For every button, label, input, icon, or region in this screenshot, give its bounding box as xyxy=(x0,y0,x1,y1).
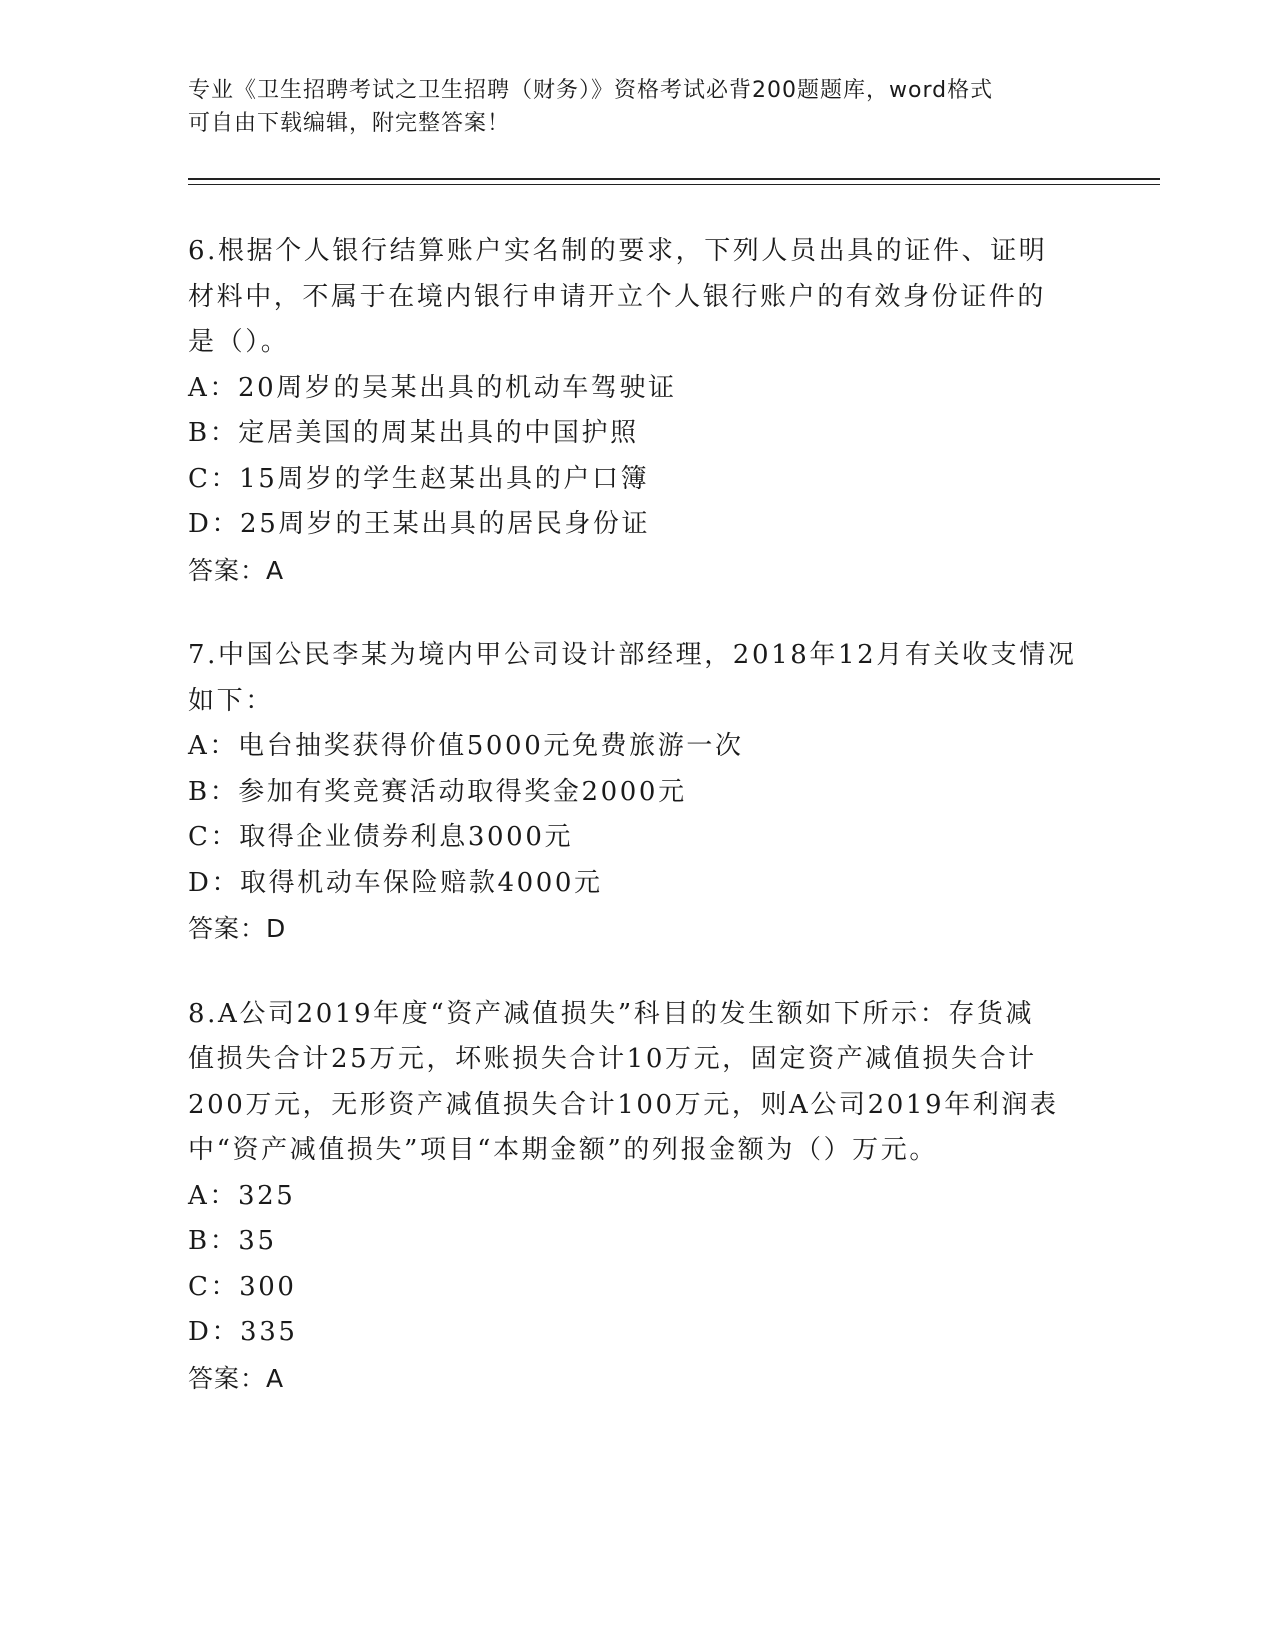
option-c: C：取得企业债券利息3000元 xyxy=(188,822,574,852)
option-c: C：300 xyxy=(188,1271,297,1302)
header-line: 专业《卫生招聘考试之卫生招聘（财务）》资格考试必背200题题库，word格式 xyxy=(188,78,994,103)
question-stem-line: 6.根据个人银行结算账户实名制的要求，下列人员出具的证件、证明 xyxy=(188,236,1048,266)
option-a: A：325 xyxy=(188,1180,296,1211)
header-line: 可自由下载编辑，附完整答案！ xyxy=(188,111,511,136)
option-b: B：参加有奖竞赛活动取得奖金2000元 xyxy=(188,776,687,807)
question-8 xyxy=(188,992,1088,1402)
option-d: D：335 xyxy=(188,1317,298,1347)
answer-line: 答案：A xyxy=(188,555,285,585)
question-7 xyxy=(188,633,1088,952)
option-c: C：15周岁的学生赵某出具的户口簿 xyxy=(188,463,650,494)
answer-line: 答案：A xyxy=(188,1363,285,1393)
question-stem-line: 200万元，无形资产减值损失合计100万元，则A公司2019年利润表 xyxy=(188,1089,1059,1120)
option-a: A：20周岁的吴某出具的机动车驾驶证 xyxy=(188,372,677,403)
question-stem-line: 如下： xyxy=(188,685,274,716)
header-divider-thin xyxy=(188,184,1160,185)
question-stem-line: 材料中，不属于在境内银行申请开立个人银行账户的有效身份证件的 xyxy=(188,281,1047,312)
question-6 xyxy=(188,229,1088,593)
option-d: D：取得机动车保险赔款4000元 xyxy=(188,867,603,898)
question-stem-line: 值损失合计25万元，坏账损失合计10万元，固定资产减值损失合计 xyxy=(188,1044,1037,1074)
answer-line: 答案：D xyxy=(188,914,287,943)
question-stem-line: 7.中国公民李某为境内甲公司设计部经理，2018年12月有关收支情况 xyxy=(188,640,1077,670)
option-b: B：35 xyxy=(188,1226,277,1256)
question-stem-line: 是（）。 xyxy=(188,327,290,357)
question-stem-line: 8.A公司2019年度“资产减值损失”科目的发生额如下所示：存货减 xyxy=(188,998,1035,1029)
option-d: D：25周岁的王某出具的居民身份证 xyxy=(188,509,651,539)
option-b: B：定居美国的周某出具的中国护照 xyxy=(188,418,639,448)
header-divider xyxy=(188,178,1160,180)
document-header xyxy=(188,74,1068,140)
question-stem-line: 中“资产减值损失”项目“本期金额”的列报金额为（）万元。 xyxy=(188,1135,938,1165)
question-list xyxy=(188,229,1088,1441)
option-a: A：电台抽奖获得价值5000元免费旅游一次 xyxy=(188,731,744,761)
